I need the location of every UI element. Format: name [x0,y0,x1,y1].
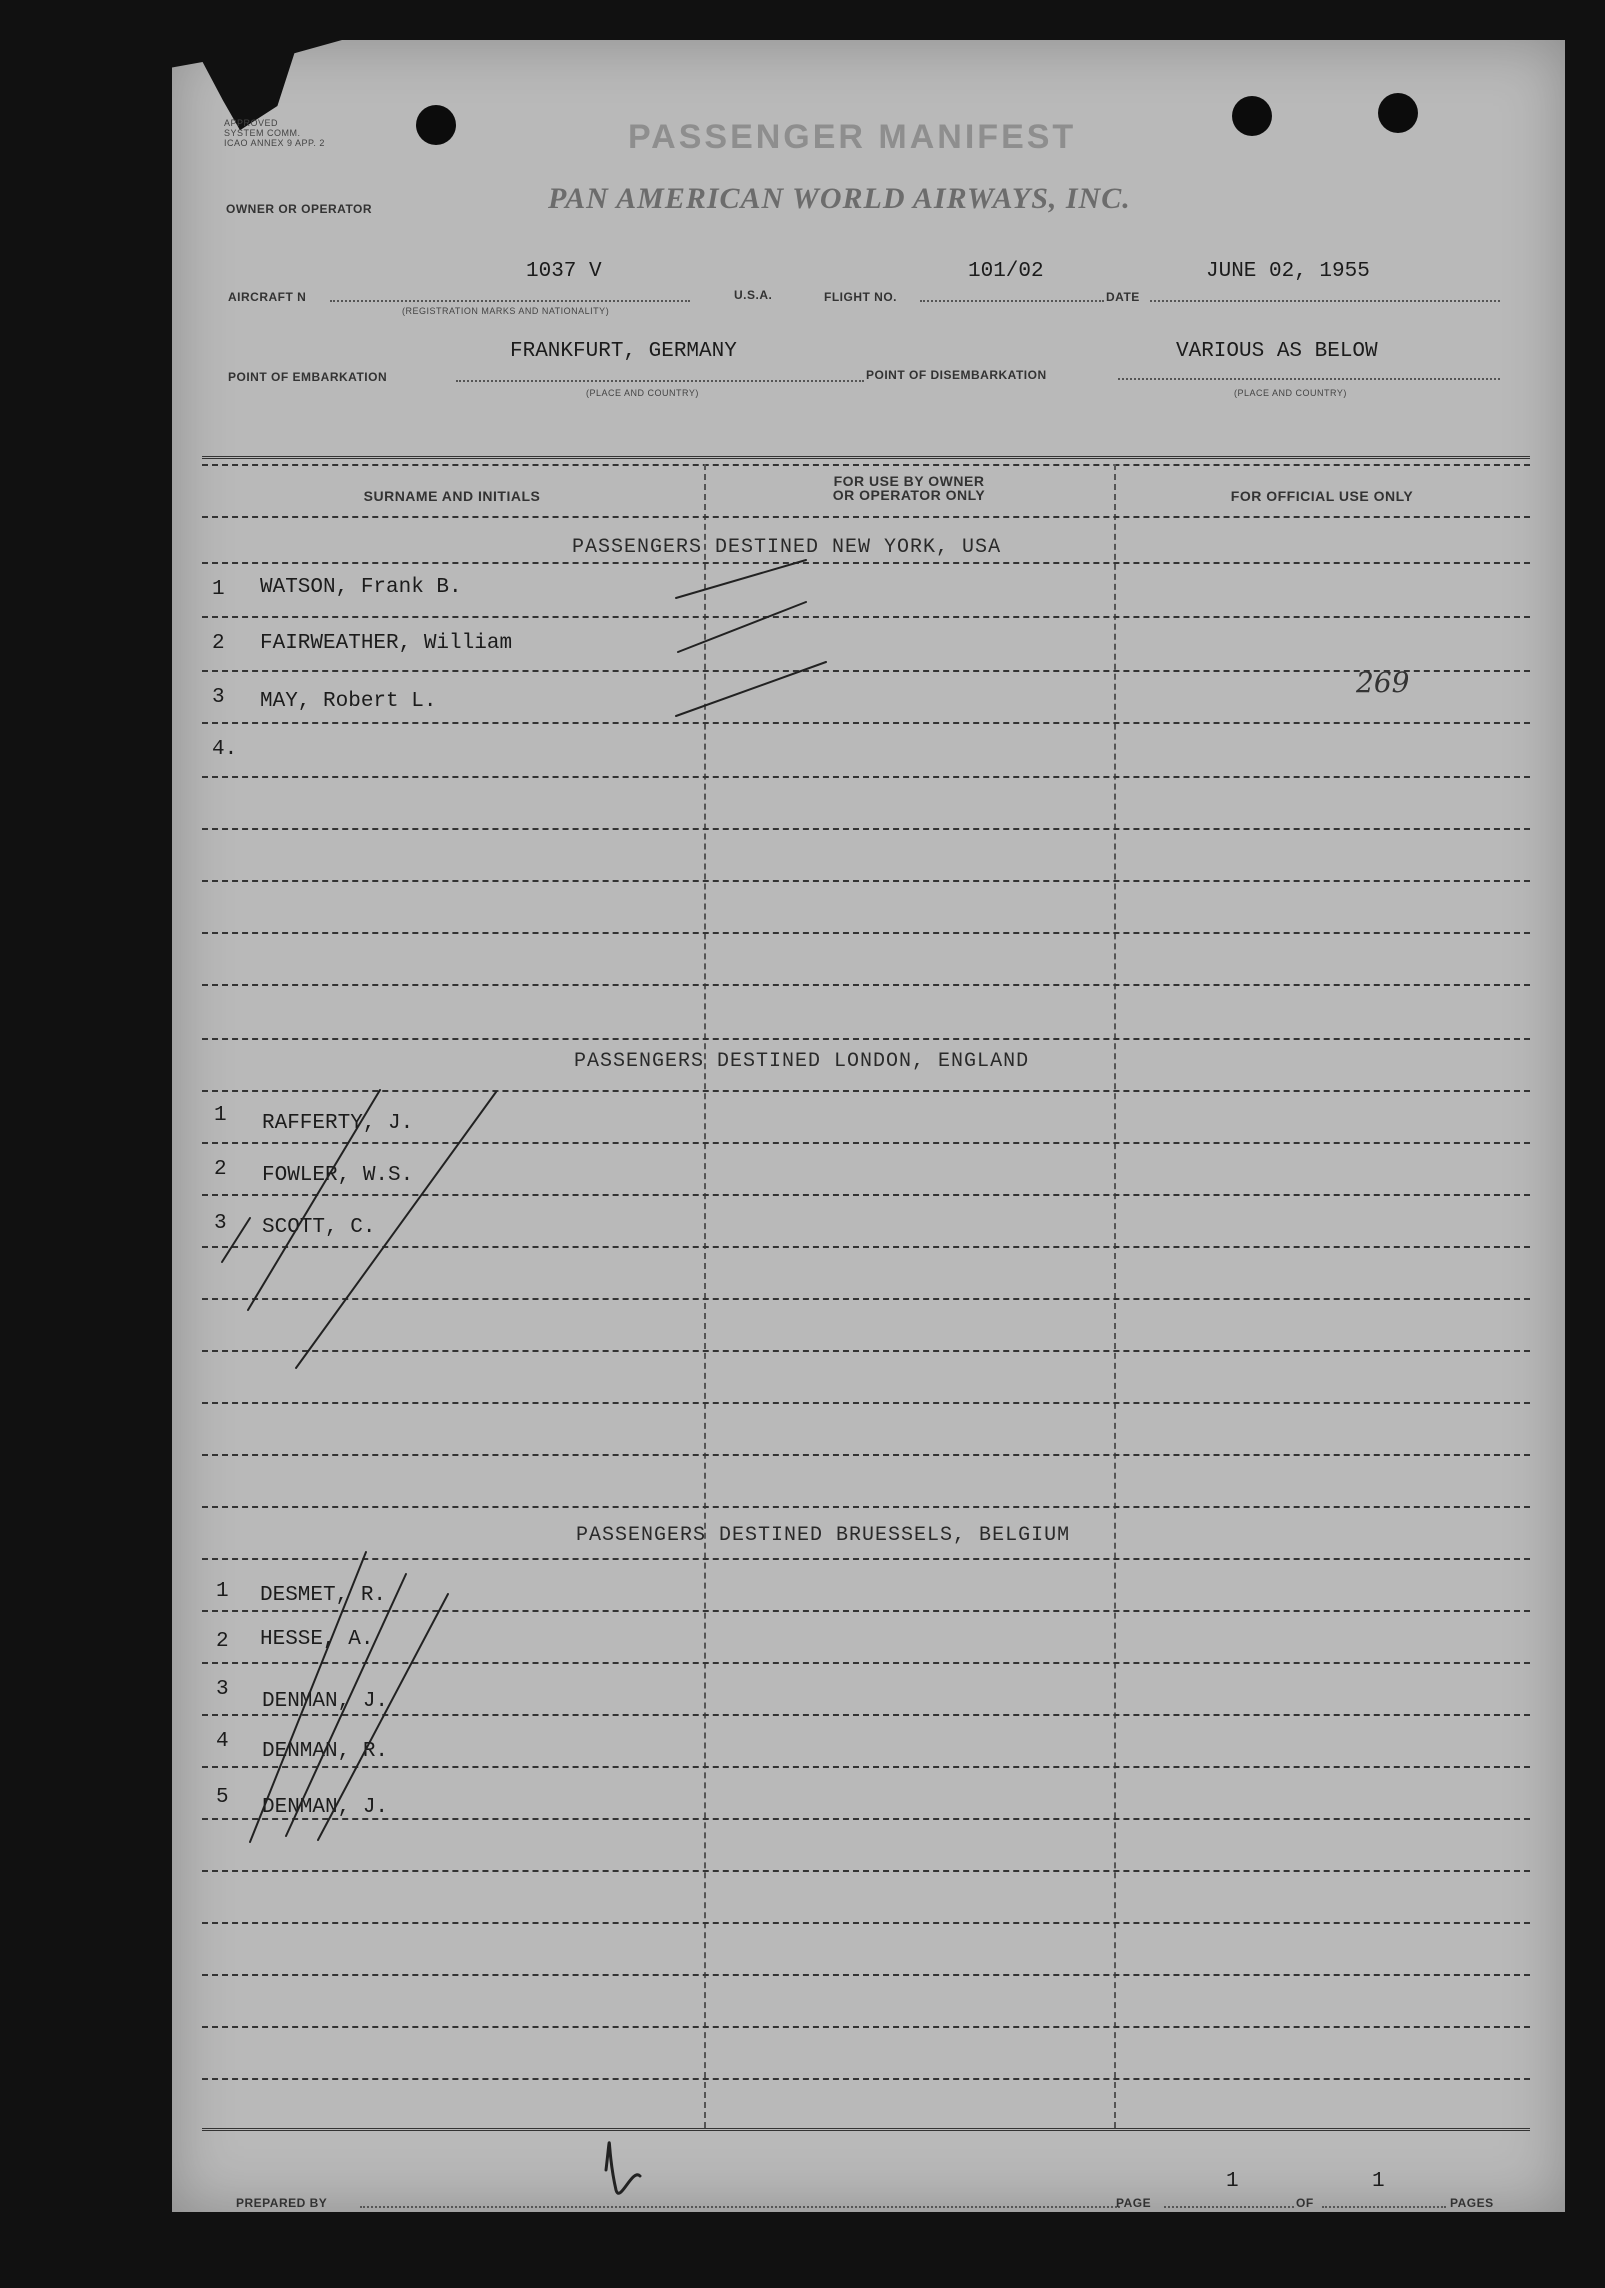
passenger-name: WATSON, Frank B. [260,576,462,599]
passenger-name: HESSE, A. [260,1628,374,1651]
registration-caption: (REGISTRATION MARKS AND NATIONALITY) [402,306,610,316]
aircraft-value: 1037 V [526,260,602,283]
passenger-name: RAFFERTY, J. [262,1112,414,1135]
page-value: 1 [1226,2170,1239,2193]
of-value: 1 [1372,2170,1385,2193]
row-number: 3 [216,1678,229,1701]
punch-hole-center [1232,96,1272,136]
passenger-name: SCOTT, C. [262,1216,376,1239]
date-label: DATE [1106,290,1140,304]
row-number: 1 [214,1104,227,1127]
row-number: 3 [214,1212,227,1235]
col-owner-use-line-2: OR OPERATOR ONLY [832,487,986,503]
approval-line-2: SYSTEM COMM. [224,128,301,138]
row-number: 3 [212,686,225,709]
column-divider-1 [704,464,706,2128]
flight-label: FLIGHT NO. [824,290,897,304]
disembark-value: VARIOUS AS BELOW [1176,340,1378,363]
section-heading-new-york: PASSENGERS DESTINED NEW YORK, USA [572,536,1002,559]
col-surname: SURNAME AND INITIALS [363,488,541,504]
embark-value: FRANKFURT, GERMANY [510,340,737,363]
passenger-name: DENMAN, J. [262,1796,389,1819]
pages-label: PAGES [1450,2196,1494,2210]
embark-label: POINT OF EMBARKATION [228,370,388,384]
table-top-rule [202,456,1530,459]
row-number: 4. [212,738,238,761]
row-number: 1 [212,578,225,601]
row-number: 2 [214,1158,227,1181]
disembark-caption: (PLACE AND COUNTRY) [1234,388,1347,398]
date-value: JUNE 02, 1955 [1206,260,1370,283]
row-number: 2 [212,632,225,655]
passenger-name: DENMAN, J. [262,1690,389,1713]
punch-hole-left [416,105,456,145]
passenger-name: DESMET, R. [260,1584,387,1607]
passenger-name: MAY, Robert L. [260,690,437,713]
col-owner-use-line-1: FOR USE BY OWNER [833,473,985,489]
col-owner-use [706,474,1112,502]
approval-note [224,118,325,148]
column-divider-2 [1114,464,1116,2128]
punch-hole-right [1378,93,1418,133]
row-number: 1 [216,1580,229,1603]
row-number: 4 [216,1730,229,1753]
passenger-name: FAIRWEATHER, William [260,632,513,655]
page-label: PAGE [1116,2196,1152,2210]
airline-name: PAN AMERICAN WORLD AIRWAYS, INC. [548,182,1131,215]
section-heading-bruessels: PASSENGERS DESTINED BRUESSELS, BELGIUM [576,1524,1071,1547]
flight-value: 101/02 [968,260,1044,283]
prepared-by-label: PREPARED BY [236,2196,328,2210]
of-label: OF [1296,2196,1314,2210]
row-number: 5 [216,1786,229,1809]
nationality: U.S.A. [734,288,773,302]
row-number: 2 [216,1630,229,1653]
official-note: 269 [1356,666,1410,699]
owner-label: OWNER OR OPERATOR [226,202,373,216]
table-bottom-rule [202,2128,1530,2131]
approval-line-1: APPROVED [224,118,279,128]
embark-caption: (PLACE AND COUNTRY) [586,388,699,398]
passenger-name: DENMAN, R. [262,1740,389,1763]
passenger-name: FOWLER, W.S. [262,1164,414,1187]
approval-line-3: ICAO ANNEX 9 APP. 2 [224,138,325,148]
col-official-use: FOR OFFICIAL USE ONLY [1230,488,1414,504]
aircraft-label: AIRCRAFT N [228,290,307,304]
form-title: PASSENGER MANIFEST [628,118,1077,156]
section-heading-london: PASSENGERS DESTINED LONDON, ENGLAND [574,1050,1030,1073]
disembark-label: POINT OF DISEMBARKATION [866,368,1047,382]
